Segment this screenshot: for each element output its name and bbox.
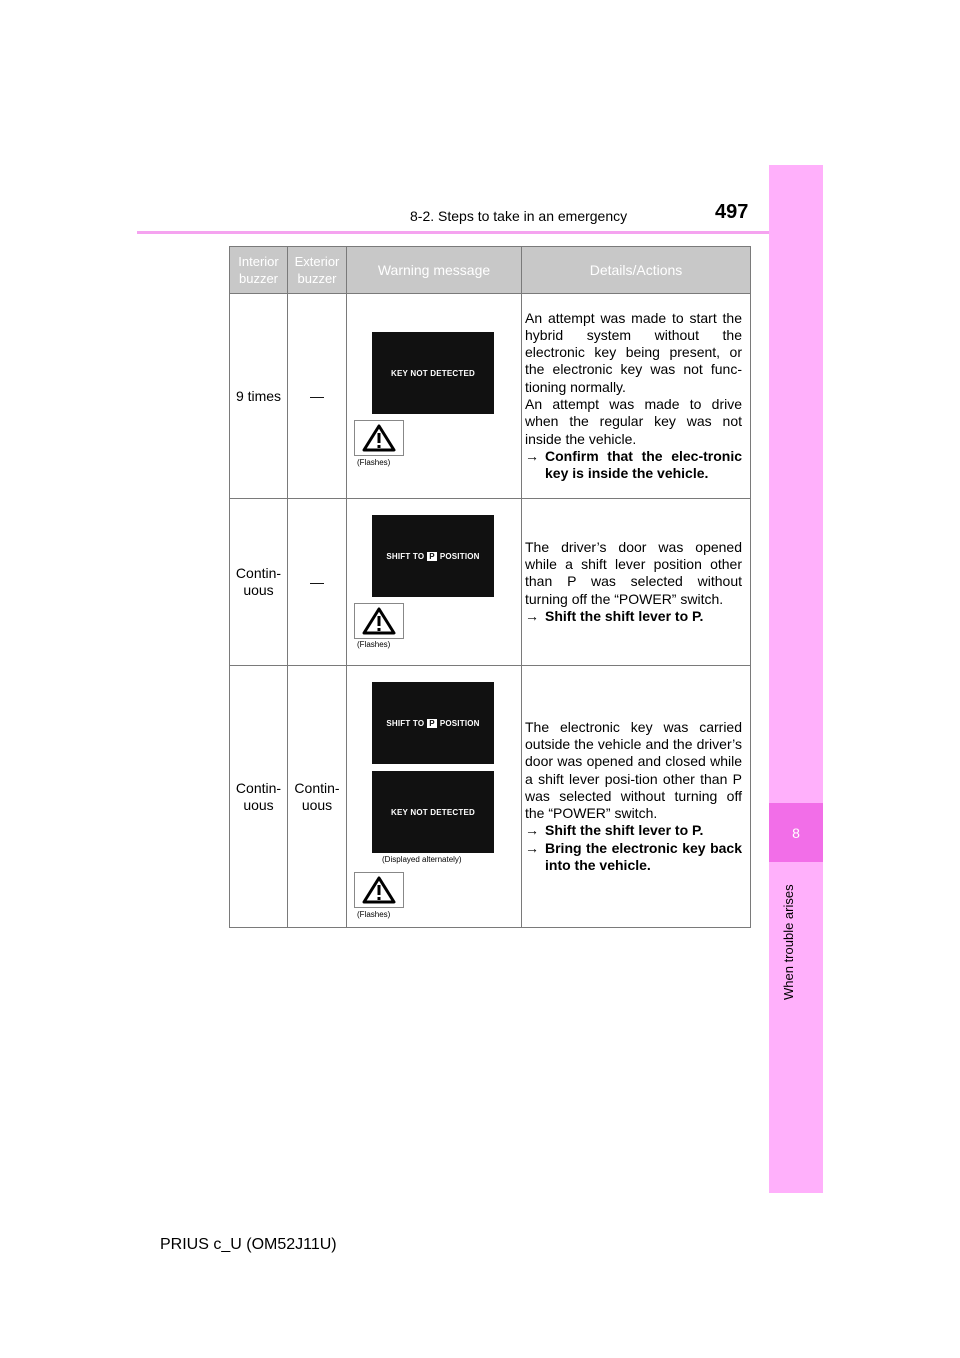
table-header-row <box>230 247 751 294</box>
details-text: The driver’s door was opened while a shift lever position other than P was selected without turning off the “POWER” switch. <box>525 538 742 607</box>
interior-buzzer-cell: Contin- uous <box>230 666 288 928</box>
manual-id: PRIUS c_U (OM52J11U) <box>160 1236 337 1253</box>
flashes-caption: (Flashes) <box>357 640 391 649</box>
warning-table <box>229 246 751 928</box>
warning-message-cell <box>347 499 522 666</box>
details-text: An attempt was made to drive when the regular key was not inside the vehicle. <box>525 396 742 447</box>
exterior-buzzer-cell: — <box>288 294 347 499</box>
screen-text: KEY NOT DETECTED <box>391 807 475 817</box>
chapter-side-band <box>769 165 823 1193</box>
chapter-title: When trouble arises <box>781 884 796 1000</box>
display-screen <box>372 771 494 853</box>
chapter-number-tab[interactable] <box>769 803 823 862</box>
p-position-icon: P <box>429 551 435 561</box>
warning-message-cell <box>347 666 522 928</box>
display-screen: SHIFT TO P POSITION <box>372 515 494 597</box>
arrow-icon: → <box>525 822 539 839</box>
details-cell <box>522 499 751 666</box>
display-screen: SHIFT TO P POSITION <box>372 682 494 764</box>
action-item: → Shift the shift lever to P. <box>525 607 704 624</box>
action-item: → Bring the electronic key back into the vehicle. <box>525 839 742 874</box>
action-item: → Shift the shift lever to P. <box>525 822 704 839</box>
col-header-warning: Warning message <box>347 247 522 294</box>
col-header-exterior: Exterior buzzer <box>288 247 347 294</box>
details-text: An attempt was made to start the hybrid system without the electronic key being present, or the electronic key was not func-tioning normally. <box>525 309 742 395</box>
exterior-buzzer-cell: Contin- uous <box>288 666 347 928</box>
interior-buzzer-cell: Contin- uous <box>230 499 288 666</box>
section-title: 8-2. Steps to take in an emergency <box>410 208 628 224</box>
action-item: → Confirm that the elec-tronic key is inside the vehicle. <box>525 447 742 482</box>
col-header-details: Details/Actions <box>522 247 751 294</box>
page-number: 497 <box>715 201 749 223</box>
warning-message-cell <box>347 294 522 499</box>
table-row <box>230 666 751 928</box>
exclamation-triangle-icon <box>362 424 396 452</box>
table-row <box>230 294 751 499</box>
alternate-caption: (Displayed alternately) <box>382 855 462 864</box>
header-divider <box>137 231 822 234</box>
flashes-caption: (Flashes) <box>357 910 391 919</box>
p-position-icon: P <box>429 718 435 728</box>
arrow-icon: → <box>525 607 539 624</box>
arrow-icon: → <box>525 839 539 856</box>
flashes-caption: (Flashes) <box>357 458 391 467</box>
warning-light-box <box>354 603 404 639</box>
details-text: The electronic key was carried outside the vehicle and the driver’s door was opened and closed while a shift lever posi-tion other than P was selected without turning off the “POWER” switch. <box>525 718 742 822</box>
screen-text: KEY NOT DETECTED <box>391 368 475 378</box>
exclamation-triangle-icon <box>362 876 396 904</box>
chapter-number: 8 <box>792 824 800 841</box>
exterior-buzzer-cell: — <box>288 499 347 666</box>
table-row <box>230 499 751 666</box>
details-cell <box>522 294 751 499</box>
details-cell <box>522 666 751 928</box>
warning-light-box <box>354 872 404 908</box>
col-header-interior: Interior buzzer <box>230 247 288 294</box>
warning-light-box <box>354 420 404 456</box>
interior-buzzer-cell: 9 times <box>230 294 288 499</box>
exclamation-triangle-icon <box>362 607 396 635</box>
arrow-icon: → <box>525 447 539 464</box>
display-screen <box>372 332 494 414</box>
